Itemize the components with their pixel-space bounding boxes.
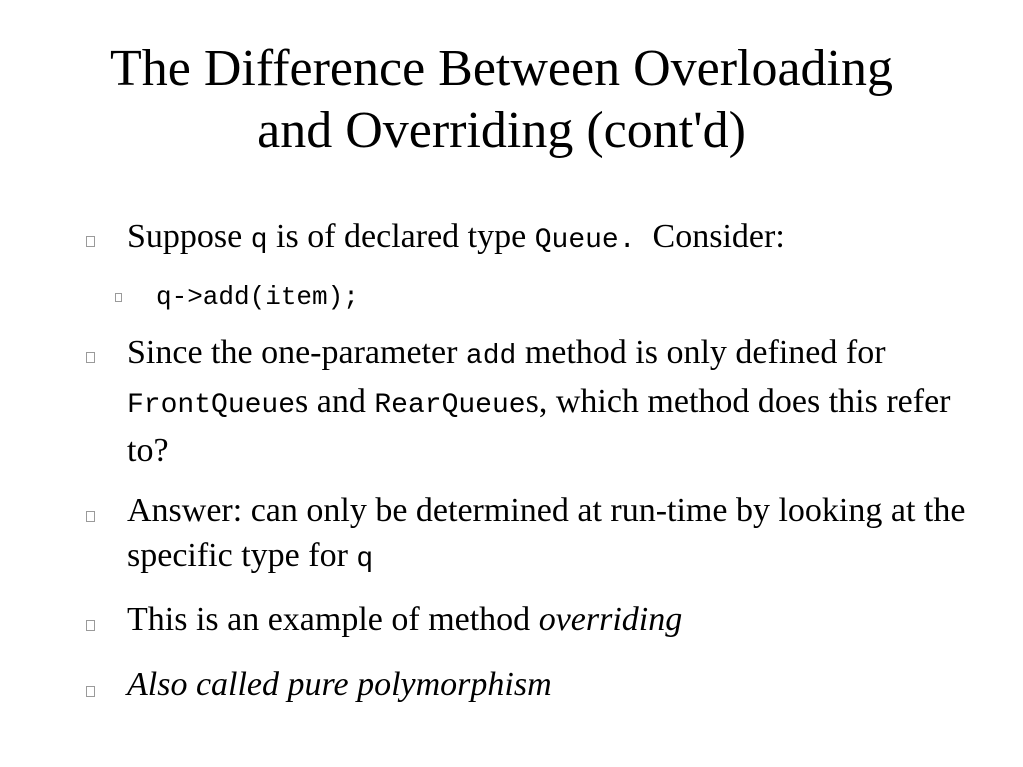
bullet-item-1	[127, 214, 967, 263]
bullet-2-text-1: Since the one-parameter	[127, 334, 466, 371]
slide-title	[0, 38, 1003, 162]
bullet-4-text-1: This is an example of method	[127, 601, 539, 638]
bullet-item-3	[127, 488, 967, 582]
bullet-4-emphasis: overriding	[538, 601, 683, 638]
sub-bullet-code: q->add(item);	[156, 282, 359, 312]
bullet-2-code-rearqueue: RearQueue	[374, 390, 526, 421]
bullet-marker-icon	[86, 620, 95, 631]
bullet-2-text-3: s and	[295, 383, 375, 420]
bullet-1-text-2: is of declared type	[267, 218, 535, 255]
bullet-1-text-3: Consider:	[635, 218, 785, 255]
bullet-item-5	[127, 662, 967, 707]
bullet-marker-icon	[86, 686, 95, 697]
bullet-2-code-add: add	[465, 341, 517, 372]
bullet-2-text-4: s, which method does this refer to?	[127, 383, 951, 469]
bullet-2-text-2: method is only defined for	[516, 334, 886, 371]
bullet-marker-icon	[86, 352, 95, 363]
slide-title-line-2: and Overriding (cont'd)	[257, 102, 746, 159]
bullet-5-emphasis: Also called pure polymorphism	[127, 666, 552, 703]
bullet-3-text-1: Answer: can only be determined at run-time by looking at the specific type for	[127, 492, 966, 574]
bullet-1-text-1: Suppose	[127, 218, 251, 255]
bullet-marker-icon	[86, 236, 95, 247]
bullet-item-4	[127, 597, 967, 642]
bullet-1-code-q: q	[250, 225, 268, 256]
sub-bullet-item-1	[156, 278, 996, 315]
bullet-marker-icon	[86, 511, 95, 522]
bullet-1-code-queue: Queue.	[534, 225, 636, 256]
bullet-item-2	[127, 330, 967, 473]
sub-bullet-marker-icon	[115, 293, 122, 302]
bullet-2-code-frontqueue: FrontQueue	[127, 390, 296, 421]
bullet-3-code-q: q	[356, 544, 374, 575]
slide-title-line-1: The Difference Between Overloading	[109, 40, 894, 97]
